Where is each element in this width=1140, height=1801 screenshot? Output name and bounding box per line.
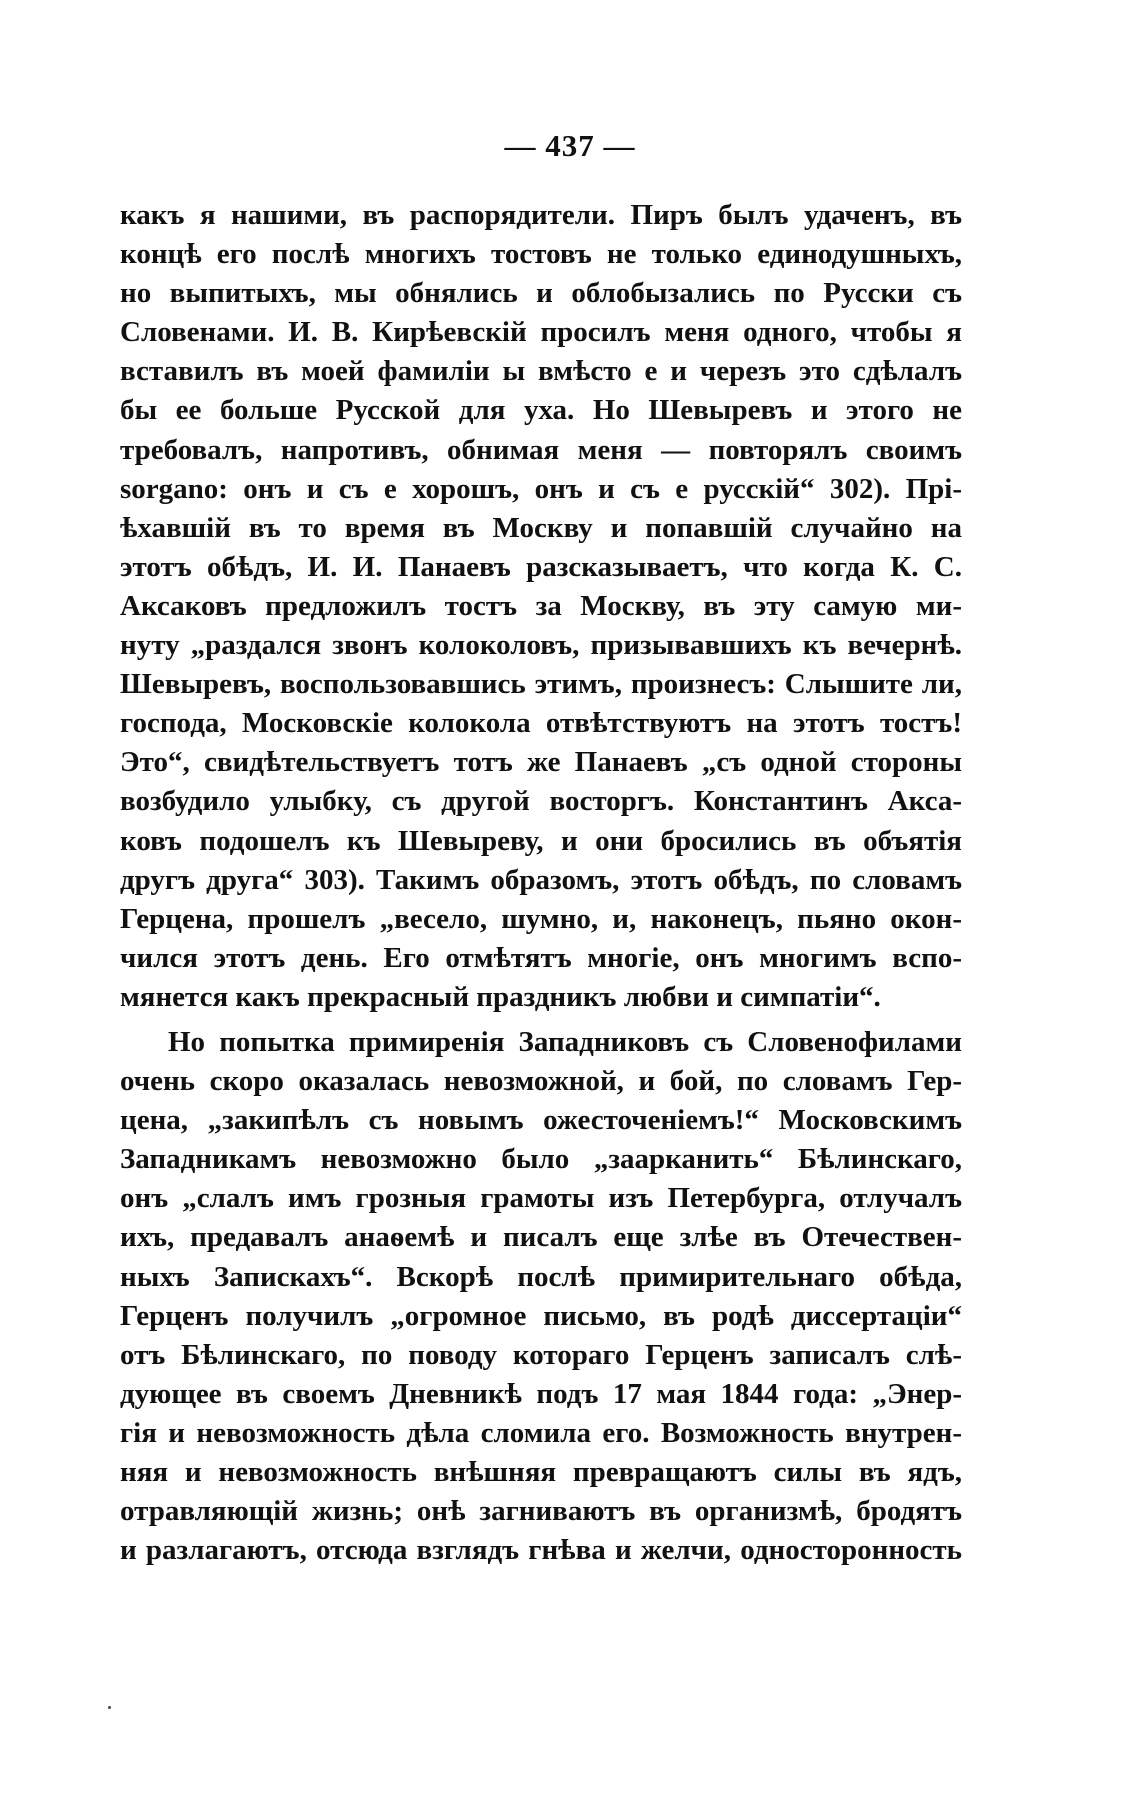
text-line: Шевыревъ, воспользовавшись этимъ, произнесъ: Слышите ли,	[120, 668, 962, 701]
text-line: требовалъ, напротивъ, обнимая меня — повторялъ своимъ	[120, 433, 962, 466]
text-line: гія и невозможность дѣла сломила его. Возможность внутрен-	[120, 1416, 962, 1449]
scan-speck	[108, 1706, 111, 1709]
text-line: очень скоро оказалась невозможной, и бой, по словамъ Гер-	[120, 1065, 962, 1098]
text-line: ѣхавшій въ то время въ Москву и попавшій случайно на	[120, 511, 962, 544]
text-line: чился этотъ день. Его отмѣтятъ многіе, онъ многимъ вспо-	[120, 941, 962, 974]
text-line: няя и невозможность внѣшняя превращаютъ силы въ ядъ,	[120, 1456, 962, 1488]
text-line: Западникамъ невозможно было „заарканить“ Бѣлинскаго,	[120, 1143, 962, 1176]
text-line: Это“, свидѣтельствуетъ тотъ же Панаевъ „съ одной стороны	[120, 746, 962, 779]
text-line: возбудило улыбку, съ другой восторгъ. Константинъ Акса-	[120, 785, 962, 818]
text-line: но выпитыхъ, мы обнялись и облобызались по Русски съ	[120, 277, 962, 310]
text-line: ихъ, предавалъ анаѳемѣ и писалъ еще злѣе въ Отечествен-	[120, 1221, 962, 1254]
text-line: ныхъ Запискахъ“. Вскорѣ послѣ примирительнаго обѣда,	[120, 1260, 962, 1293]
text-line: концѣ его послѣ многихъ тостовъ не только единодушныхъ,	[120, 238, 962, 271]
text-line: отравляющій жизнь; онѣ загниваютъ въ организмѣ, бродятъ	[120, 1495, 962, 1528]
text-line: Аксаковъ предложилъ тостъ за Москву, въ эту самую ми-	[120, 589, 962, 622]
text-line: вставилъ въ моей фамиліи ы вмѣсто е и черезъ это сдѣлалъ	[120, 355, 962, 388]
text-line: Словенами. И. В. Кирѣевскій просилъ меня одного, чтобы я	[120, 316, 962, 349]
text-line: бы ее больше Русской для уха. Но Шевыревъ и этого не	[120, 394, 962, 427]
text-line: господа, Московскіе колокола отвѣтствуютъ на этотъ тостъ!	[120, 707, 962, 740]
text-line: другъ друга“ 303). Такимъ образомъ, этотъ обѣдъ, по словамъ	[120, 863, 962, 896]
text-line: и разлагаютъ, отсюда взглядъ гнѣва и желчи, односторонность	[120, 1534, 962, 1567]
text-line: онъ „слалъ имъ грозныя грамоты изъ Петербурга, отлучалъ	[120, 1182, 962, 1215]
text-line: этотъ обѣдъ, И. И. Панаевъ разсказываетъ, что когда К. С.	[120, 550, 962, 583]
text-line: мянется какъ прекрасный праздникъ любви и симпатіи“.	[120, 980, 881, 1013]
text-line: дующее въ своемъ Дневникѣ подъ 17 мая 1844 года: „Энер-	[120, 1377, 962, 1410]
text-line: отъ Бѣлинскаго, по поводу котораго Герценъ записалъ слѣ-	[120, 1338, 962, 1371]
text-line: Но попытка примиренія Западниковъ съ Словенофилами	[168, 1025, 962, 1058]
text-line: Герцена, прошелъ „весело, шумно, и, наконецъ, пьяно окон-	[120, 902, 962, 935]
body-text	[120, 196, 962, 1570]
page-number: — 437 —	[504, 128, 636, 163]
text-line: ковъ подошелъ къ Шевыреву, и они бросились въ объятія	[120, 824, 962, 857]
text-line: sorgano: онъ и съ е хорошъ, онъ и съ е русскій“ 302). Прі-	[120, 472, 962, 505]
text-line: какъ я нашими, въ распорядители. Пиръ былъ удаченъ, въ	[120, 199, 962, 231]
text-line: нуту „раздался звонъ колоколовъ, призывавшихъ къ вечернѣ.	[120, 629, 962, 662]
text-line: Герценъ получилъ „огромное письмо, въ родѣ диссертаціи“	[120, 1299, 962, 1332]
text-line: цена, „закипѣлъ съ новымъ ожесточеніемъ!“ Московскимъ	[120, 1104, 962, 1137]
